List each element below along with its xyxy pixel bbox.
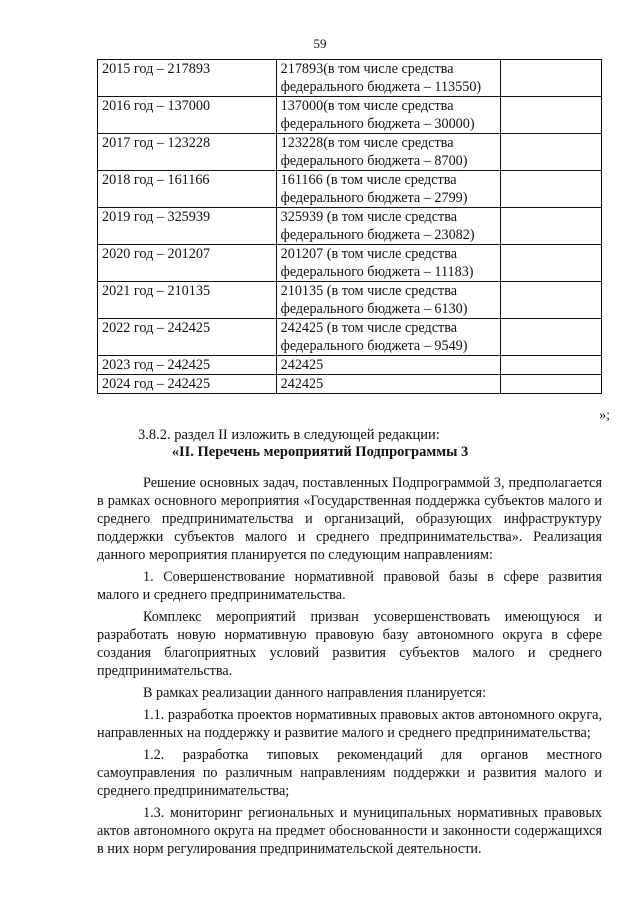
funding-cell — [276, 97, 501, 134]
empty-cell — [501, 356, 602, 375]
table-row — [98, 208, 602, 245]
funding-cell — [276, 319, 501, 356]
funding-line: федерального бюджета – 23082) — [280, 227, 475, 243]
empty-cell — [501, 245, 602, 282]
section-intro: 3.8.2. раздел II изложить в следующей редакции: — [138, 427, 440, 443]
table-row — [98, 134, 602, 171]
funding-line: 242425 — [280, 357, 324, 373]
year-cell: 2022 год – 242425 — [98, 319, 277, 356]
funding-line: 201207 (в том числе средства — [280, 246, 458, 262]
funding-line: 242425 — [280, 376, 324, 392]
table-row — [98, 60, 602, 97]
funding-line: 161166 (в том числе средства — [280, 172, 457, 188]
year-cell: 2016 год – 137000 — [98, 97, 277, 134]
funding-line: 137000(в том числе средства — [280, 98, 454, 114]
table-row — [98, 282, 602, 319]
table-row — [98, 245, 602, 282]
funding-line: 123228(в том числе средства — [280, 135, 454, 151]
year-cell: 2020 год – 201207 — [98, 245, 277, 282]
funding-line: федерального бюджета – 2799) — [280, 190, 468, 206]
funding-line: федерального бюджета – 6130) — [280, 301, 468, 317]
table-row — [98, 319, 602, 356]
funding-line: федерального бюджета – 30000) — [280, 116, 475, 132]
year-cell: 2018 год – 161166 — [98, 171, 277, 208]
section-title: «II. Перечень мероприятий Подпрограммы 3 — [171, 444, 469, 460]
empty-cell — [501, 171, 602, 208]
paragraph: 1.2. разработка типовых рекомендаций для органов местного самоуправления по различным направлениям поддержки и развития малого и среднего предпринимательства; — [97, 747, 602, 799]
year-cell: 2017 год – 123228 — [98, 134, 277, 171]
funding-line: 217893(в том числе средства — [280, 61, 454, 77]
funding-table — [97, 59, 602, 394]
paragraph: Решение основных задач, поставленных Подпрограммой 3, предполагается в рамках основного мероприятия «Государственная поддержка субъектов малого и среднего предпринимательства и организаций, образующих инфраструктуру поддержки субъектов малого и среднего предпринимательства». Реализация данного мероприятия планируется по следующим направлениям: — [97, 475, 602, 563]
funding-line: федерального бюджета – 9549) — [280, 338, 468, 354]
paragraph: 1. Совершенствование нормативной правовой базы в сфере развития малого и среднего предпринимательства. — [97, 569, 602, 603]
empty-cell — [501, 319, 602, 356]
empty-cell — [501, 375, 602, 394]
empty-cell — [501, 134, 602, 171]
table-row — [98, 97, 602, 134]
year-cell: 2021 год – 210135 — [98, 282, 277, 319]
year-cell: 2019 год – 325939 — [98, 208, 277, 245]
funding-cell — [276, 171, 501, 208]
paragraph: В рамках реализации данного направления планируется: — [143, 685, 487, 701]
funding-line: 210135 (в том числе средства — [280, 283, 458, 299]
paragraph: 1.1. разработка проектов нормативных правовых актов автономного округа, направленных на поддержку и развитие малого и среднего предпринимательства; — [97, 707, 602, 741]
funding-cell — [276, 134, 501, 171]
funding-line: федерального бюджета – 113550) — [280, 79, 482, 95]
funding-cell — [276, 208, 501, 245]
table-row — [98, 375, 602, 394]
empty-cell — [501, 282, 602, 319]
funding-line: 325939 (в том числе средства — [280, 209, 458, 225]
funding-cell — [276, 356, 501, 375]
funding-cell — [276, 245, 501, 282]
funding-line: 242425 (в том числе средства — [280, 320, 458, 336]
empty-cell — [501, 97, 602, 134]
funding-line: федерального бюджета – 8700) — [280, 153, 468, 169]
paragraph: 1.3. мониторинг региональных и муниципальных нормативных правовых актов автономного округа на предмет обоснованности и законности содержащихся в них норм регулирования предпринимательской деятельности. — [97, 805, 602, 857]
funding-cell — [276, 282, 501, 319]
table-row — [98, 356, 602, 375]
closing-quote-mark: »; — [599, 408, 610, 423]
funding-line: федерального бюджета – 11183) — [280, 264, 474, 280]
paragraph: Комплекс мероприятий призван усовершенствовать имеющуюся и разработать новую нормативную правовую базу автономного округа в сфере создания благоприятных условий развития субъектов малого и среднего предпринимательства. — [97, 609, 602, 679]
body-text — [97, 474, 602, 858]
empty-cell — [501, 60, 602, 97]
table-row — [98, 171, 602, 208]
funding-cell — [276, 375, 501, 394]
page-number: 59 — [313, 36, 327, 51]
year-cell: 2023 год – 242425 — [98, 356, 277, 375]
empty-cell — [501, 208, 602, 245]
year-cell: 2015 год – 217893 — [98, 60, 277, 97]
year-cell: 2024 год – 242425 — [98, 375, 277, 394]
funding-cell — [276, 60, 501, 97]
